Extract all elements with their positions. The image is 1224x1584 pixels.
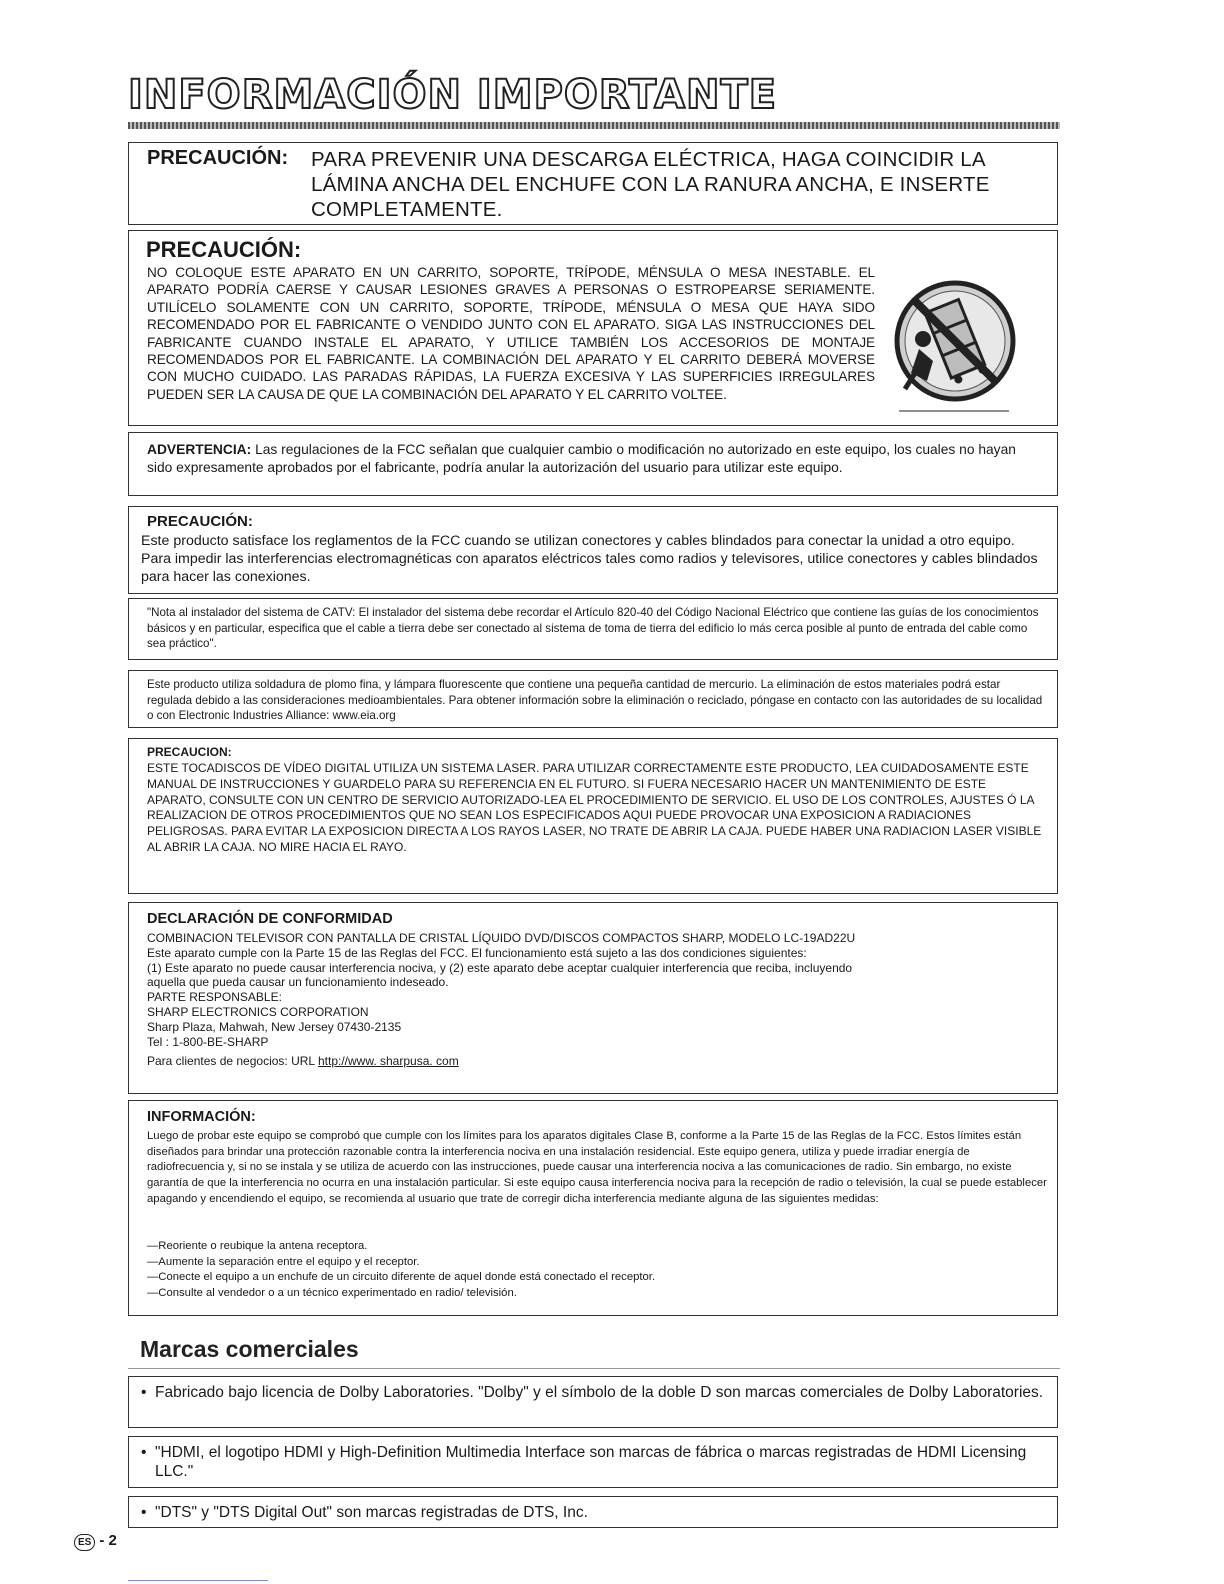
conformity-line: aquella que pueda causar un funcionamiento indeseado. bbox=[147, 975, 449, 990]
bullet-icon: • bbox=[141, 1444, 147, 1461]
language-badge: ES bbox=[74, 1534, 95, 1551]
warning-fcc-text: Las regulaciones de la FCC señalan que cualquier cambio o modificación no autorizado en este equipo, los cuales no hayan sido expresamente aprobados por el fabricante, podría anular la autorización del usuario para utilizar este equipo. bbox=[147, 442, 1016, 475]
conformity-business-label: Para clientes de negocios: URL bbox=[147, 1054, 318, 1069]
information-text: Luego de probar este equipo se comprobó que cumple con los límites para los aparatos digitales Clase B, conforme a la Parte 15 de las Reglas de la FCC. Estos límites están diseñados para brindar una protección razonable contra la interferencia nociva en una instalación residencial. Este equipo genera, utiliza y puede irradiar energía de radiofrecuencia y, si no se instala y se utiliza de acuerdo con las instrucciones, puede causar una interferencia nociva a las comunicaciones de radio. Sin embargo, no existe garantía de que la interferencia no ocurra en una instalación particular. Si este equipo causa interferencia nociva para la recepción de radio o televisión, la cual se puede establecer apagando y encendiendo el equipo, se recomienda al usuario que trate de corregir dicha interferencia mediante alguna de las siguientes medidas: bbox=[147, 1130, 1047, 1205]
caution-laser-heading: PRECAUCION: bbox=[147, 745, 232, 759]
bullet-icon: • bbox=[141, 1504, 147, 1521]
caution-cart-heading: PRECAUCIÓN: bbox=[146, 237, 302, 262]
caution-plug-label: PRECAUCIÓN: bbox=[147, 147, 289, 169]
caution-cables-box bbox=[128, 506, 1058, 594]
measure-item: —Reoriente o reubique la antena receptora. bbox=[147, 1240, 368, 1252]
caution-laser-text: ESTE TOCADISCOS DE VÍDEO DIGITAL UTILIZA UN SISTEMA LASER. PARA UTILIZAR CORRECTAMENTE ESTE PRODUCTO, LEA CUIDADOSAMENTE ESTE MANUAL DE INSTRUCCIONES Y GUARDELO PARA SU REFERENCIA EN EL FUTURO. SI FUERA NECESARIO HACER UN MANTENIMIENTO DE ESTE APARATO, CONSULTE CON UN CENTRO DE SERVICIO AUTORIZADO-LEA EL PROCEDIMIENTO DE SERVICIO. EL USO DE LOS CONTROLES, AJUSTES Ó LA REALIZACION DE OTROS PROCEDIMIENTOS QUE NO SEAN LOS ESPECIFICADOS AQUI PUEDE PROVOCAR UNA EXPOSICION A RADIACIONES PELIGROSAS. PARA EVITAR LA EXPOSICION DIRECTA A LOS RAYOS LASER, NO TRATE DE ABRIR LA CAJA. PUEDE HABER UNA RADIACION LASER VISIBLE AL ABRIR LA CAJA. NO MIRE HACIA EL RAYO. bbox=[147, 761, 1042, 854]
caution-cart-text: NO COLOQUE ESTE APARATO EN UN CARRITO, SOPORTE, TRÍPODE, MÉNSULA O MESA INESTABLE. EL APARATO PODRÍA CAERSE Y CAUSAR LESIONES GRAVES A PERSONAS O ESTROPEARSE SERIAMENTE. UTILÍCELO SOLAMENTE CON UN CARRITO, SOPORTE, TRÍPODE, MÉNSULA O MESA QUE HAYA SIDO RECOMENDADO POR EL FABRICANTE O VENDIDO JUNTO CON EL APARATO. SIGA LAS INSTRUCCIONES DEL FABRICANTE CUANDO INSTALE EL APARATO, Y UTILICE TAMBIÉN LOS ACCESORIOS DE MONTAJE RECOMENDADOS POR EL FABRICANTE. LA COMBINACIÓN DEL APARATO Y EL CARRITO DEBERÁ MOVERSE CON MUCHO CUIDADO. LAS PARADAS RÁPIDAS, LA FUERZA EXCESIVA Y LAS SUPERFICIES IRREGULARES PUEDEN SER LA CAUSA DE QUE LA COMBINACIÓN DEL APARATO Y EL CARRITO VOLTEE. bbox=[147, 265, 875, 402]
page-number-text: - 2 bbox=[99, 1532, 117, 1549]
trademark-text: "HDMI, el logotipo HDMI y High-Definition Multimedia Interface son marcas de fábrica o marcas registradas de HDMI Licensing LLC." bbox=[155, 1444, 1027, 1480]
caution-cables-heading: PRECAUCIÓN: bbox=[147, 513, 253, 530]
tip-over-warning-icon bbox=[889, 269, 1017, 419]
warning-fcc-label: ADVERTENCIA: bbox=[147, 442, 252, 457]
conformity-line: Este aparato cumple con la Parte 15 de las Reglas del FCC. El funcionamiento está sujeto a las dos condiciones siguientes: bbox=[147, 945, 807, 960]
trademark-item-hdmi bbox=[128, 1436, 1058, 1488]
measure-item: —Consulte al vendedor o a un técnico experimentado en radio/ televisión. bbox=[147, 1287, 517, 1300]
caution-plug-text: PARA PREVENIR UNA DESCARGA ELÉCTRICA, HAGA COINCIDIR LA LÁMINA ANCHA DEL ENCHUFE CON LA RANURA ANCHA, E INSERTE COMPLETAMENTE. bbox=[311, 148, 990, 221]
caution-cables-text: Este producto satisface los reglamentos de la FCC cuando se utilizan conectores y cables blindados para conectar la unidad a otro equipo. Para impedir las interferencias electromagnéticas con aparatos eléctricos tales como radios y televisores, utilice conectores y cables blindados para hacer las conexiones. bbox=[141, 533, 1038, 585]
information-measures bbox=[147, 1239, 1047, 1302]
caution-cart-box bbox=[128, 230, 1058, 426]
measure-item: —Conecte el equipo a un enchufe de un circuito diferente de aquel donde está conectado el receptor. bbox=[147, 1271, 656, 1284]
footer-line bbox=[128, 1580, 268, 1581]
information-heading: INFORMACIÓN: bbox=[147, 1109, 256, 1125]
measure-item: —Aumente la separación entre el equipo y el receptor. bbox=[147, 1255, 420, 1268]
information-box bbox=[128, 1100, 1058, 1316]
trademark-item-dts bbox=[128, 1496, 1058, 1528]
catv-note-text: "Nota al instalador del sistema de CATV: El instalador del sistema debe recordar el Artículo 820-40 del Código Nacional Eléctrico que contiene las guías de los conocimientos básicos y en particular, especifica que el cable a tierra debe ser conectado al sistema de toma de tierra del edificio lo más cerca posible al punto de entrada del cable como sea práctico". bbox=[147, 606, 1039, 650]
conformity-line: (1) Este aparato no puede causar interferencia nociva, y (2) este aparato debe aceptar cualquier interferencia que reciba, incluyendo bbox=[147, 960, 853, 975]
trademark-text: "DTS" y "DTS Digital Out" son marcas registradas de DTS, Inc. bbox=[155, 1504, 588, 1521]
conformity-business-line bbox=[147, 1054, 1047, 1069]
page-number bbox=[74, 1532, 117, 1551]
conformity-line: PARTE RESPONSABLE: bbox=[147, 990, 282, 1005]
bullet-icon: • bbox=[141, 1384, 147, 1401]
catv-note-box bbox=[128, 598, 1058, 660]
caution-plug-box bbox=[128, 142, 1058, 225]
conformity-lines bbox=[147, 931, 1047, 1069]
mercury-note-text: Este producto utiliza soldadura de plomo fina, y lámpara fluorescente que contiene una pequeña cantidad de mercurio. La eliminación de estos materiales podrá estar regulada debido a las consideraciones medioambientales. Para obtener información sobre la eliminación o reciclado, póngase en contacto con las autoridades de su localidad o con Electronic Industries Alliance: www.eia.org bbox=[147, 678, 1043, 722]
caution-laser-box bbox=[128, 738, 1058, 894]
conformity-line: COMBINACION TELEVISOR CON PANTALLA DE CRISTAL LÍQUIDO DVD/DISCOS COMPACTOS SHARP, MODELO LC-19AD22U bbox=[147, 931, 856, 945]
conformity-heading: DECLARACIÓN DE CONFORMIDAD bbox=[147, 911, 393, 927]
warning-fcc-paragraph bbox=[147, 441, 1037, 477]
conformity-line: SHARP ELECTRONICS CORPORATION bbox=[147, 1004, 369, 1019]
page-title: INFORMACIÓN IMPORTANTE bbox=[128, 72, 778, 118]
conformity-line: Sharp Plaza, Mahwah, New Jersey 07430-2135 bbox=[147, 1019, 402, 1034]
trademarks-rule bbox=[128, 1368, 1060, 1369]
trademark-item-dolby bbox=[128, 1376, 1058, 1428]
title-rule bbox=[128, 122, 1060, 129]
trademark-text: Fabricado bajo licencia de Dolby Laboratories. "Dolby" y el símbolo de la doble D son marcas comerciales de Dolby Laboratories. bbox=[155, 1384, 1044, 1401]
sharp-url-link[interactable]: http://www. sharpusa. com bbox=[317, 1054, 459, 1069]
conformity-box bbox=[128, 902, 1058, 1094]
mercury-note-box bbox=[128, 670, 1058, 728]
trademarks-title: Marcas comerciales bbox=[140, 1336, 359, 1362]
warning-fcc-box bbox=[128, 432, 1058, 496]
conformity-line: Tel : 1-800-BE-SHARP bbox=[147, 1034, 269, 1049]
